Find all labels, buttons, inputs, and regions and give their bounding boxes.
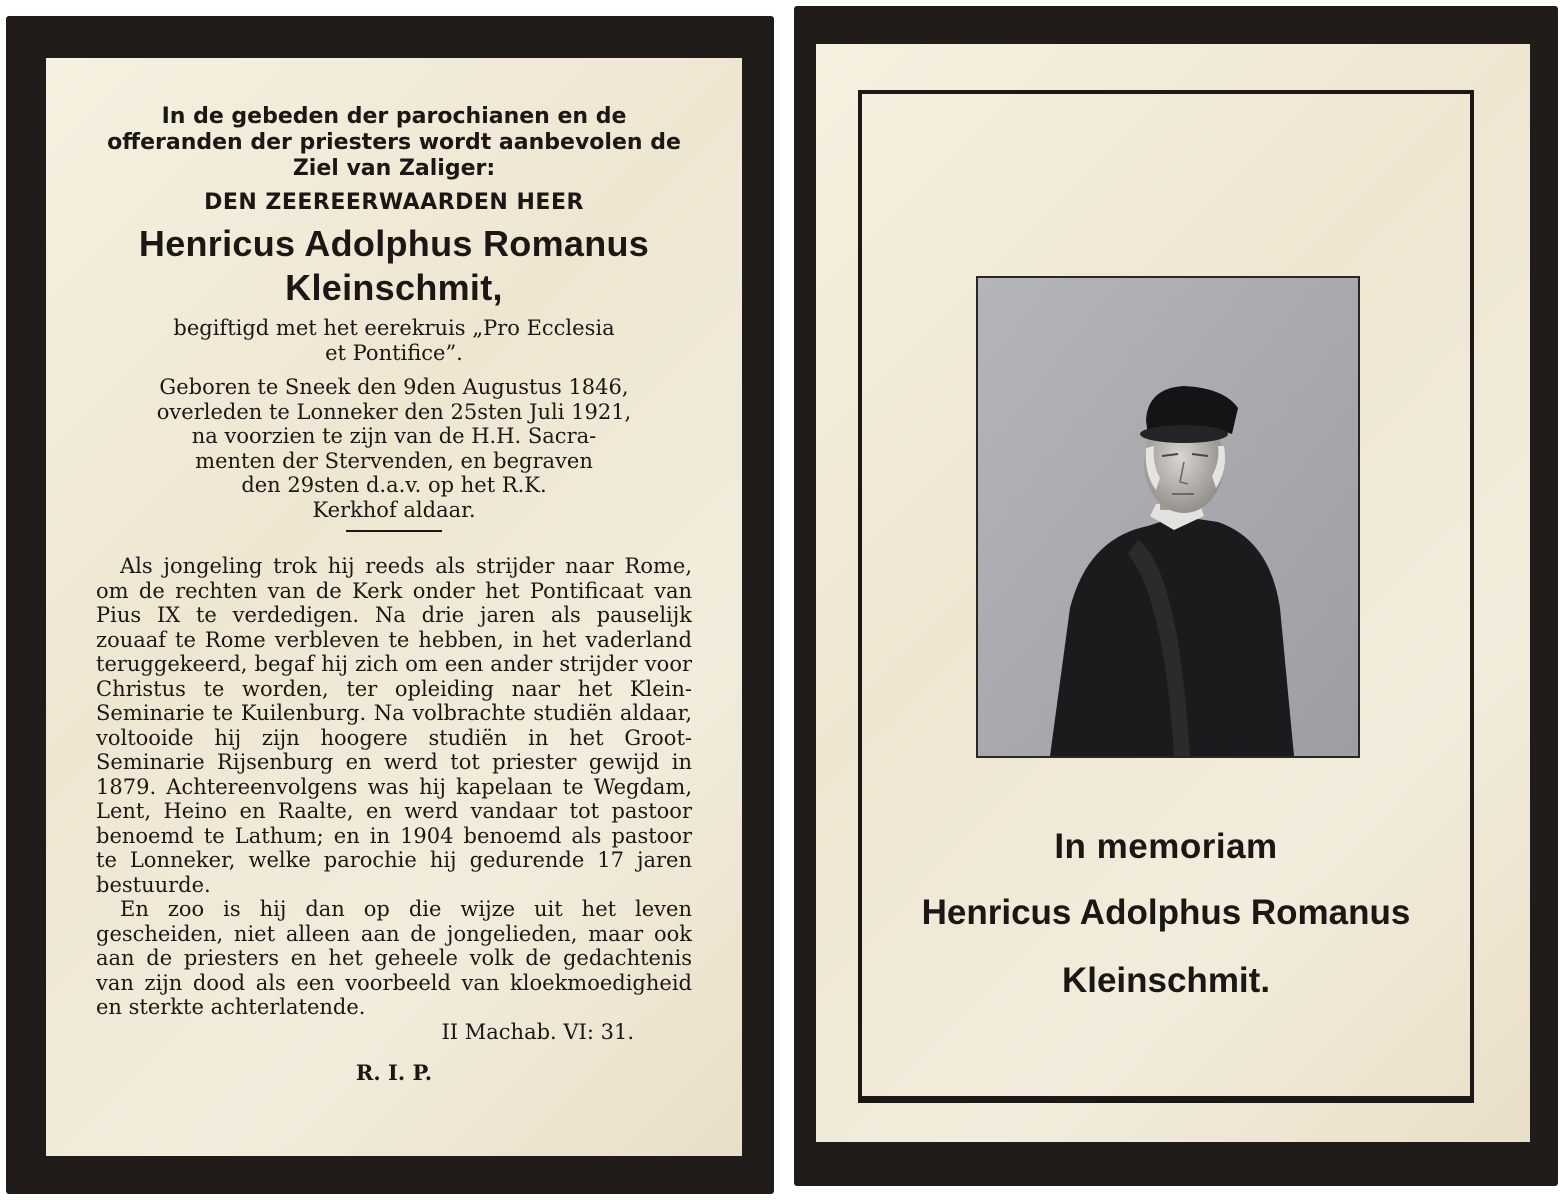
honor-line: et Pontifice”. bbox=[325, 340, 463, 365]
bio-paragraph: En zoo is hij dan op die wijze uit het leven gescheiden, niet alleen aan de jongelieden, maar ook aan de priesters en het geheele volk de gedachtenis van zijn dood als een voorbeeld van kloekmoedigheid en sterkte achterlatende. bbox=[96, 897, 692, 1019]
intro-text bbox=[96, 104, 692, 182]
date-line: den 29sten d.a.v. op het R.K. bbox=[241, 473, 547, 497]
date-line: na voorzien te zijn van de H.H. Sacra- bbox=[191, 424, 597, 448]
scripture-reference: II Machab. VI: 31. bbox=[441, 1019, 634, 1044]
intro-line: offeranden der priesters wordt aanbevolen de bbox=[107, 130, 681, 155]
bio-paragraph: Als jongeling trok hij reeds als strijder naar Rome, om de rechten van de Kerk onder het Pontificaat van Pius IX te verdedigen. Na drie jaren als pauselijk zouaaf te Rome verbleven te hebben, in het vaderland teruggekeerd, begaf hij zich om een ander strijder voor Christus te worden, ter opleiding naar het Klein-Seminarie te Kuilenburg. Na volbrachte studiën aldaar, voltooide hij zijn hoogere studiën in het Groot-Seminarie Rijsenburg en werd tot priester gewijd in 1879. Achtereenvolgens was hij kapelaan te Wegdam, Lent, Heino en Raalte, en werd vandaar tot pastoor benoemd te Lathum; en in 1904 benoemd als pastoor te Lonneker, welke parochie hij gedurende 17 jaren bestuurde. bbox=[96, 554, 692, 897]
biography bbox=[96, 554, 692, 1020]
honorific-title: DEN ZEEREERWAARDEN HEER bbox=[204, 190, 584, 215]
priest-portrait-image bbox=[978, 278, 1358, 756]
section-divider bbox=[346, 530, 442, 532]
memoriam-heading: In memoriam bbox=[1054, 827, 1278, 866]
card-paper bbox=[46, 58, 742, 1156]
date-line: Geboren te Sneek den 9den Augustus 1846, bbox=[159, 375, 629, 399]
intro-line: Ziel van Zaliger: bbox=[292, 156, 496, 181]
date-line: menten der Stervenden, en begraven bbox=[195, 448, 593, 473]
honor-line: begiftigd met het eerekruis „Pro Ecclesia bbox=[173, 316, 615, 340]
deceased-name-line2: Kleinschmit, bbox=[285, 267, 503, 308]
memoriam-name-line1: Henricus Adolphus Romanus bbox=[921, 893, 1411, 932]
memoriam-text bbox=[858, 814, 1474, 1016]
memorial-card-photo-side bbox=[794, 6, 1558, 1186]
card-paper bbox=[816, 44, 1530, 1142]
card-text-block bbox=[46, 58, 742, 1156]
honor-text bbox=[96, 316, 692, 365]
rip-closing: R. I. P. bbox=[355, 1060, 433, 1085]
date-line: overleden te Lonneker den 25sten Juli 1921, bbox=[156, 399, 632, 424]
memorial-card-text-side bbox=[6, 16, 774, 1194]
portrait-photo bbox=[976, 276, 1360, 758]
date-line: Kerkhof aldaar. bbox=[312, 497, 476, 522]
memoriam-name-line2: Kleinschmit. bbox=[1061, 961, 1271, 1000]
deceased-name-line1: Henricus Adolphus Romanus bbox=[138, 223, 650, 264]
intro-line: In de gebeden der parochianen en de bbox=[161, 104, 627, 129]
life-dates bbox=[96, 375, 692, 522]
